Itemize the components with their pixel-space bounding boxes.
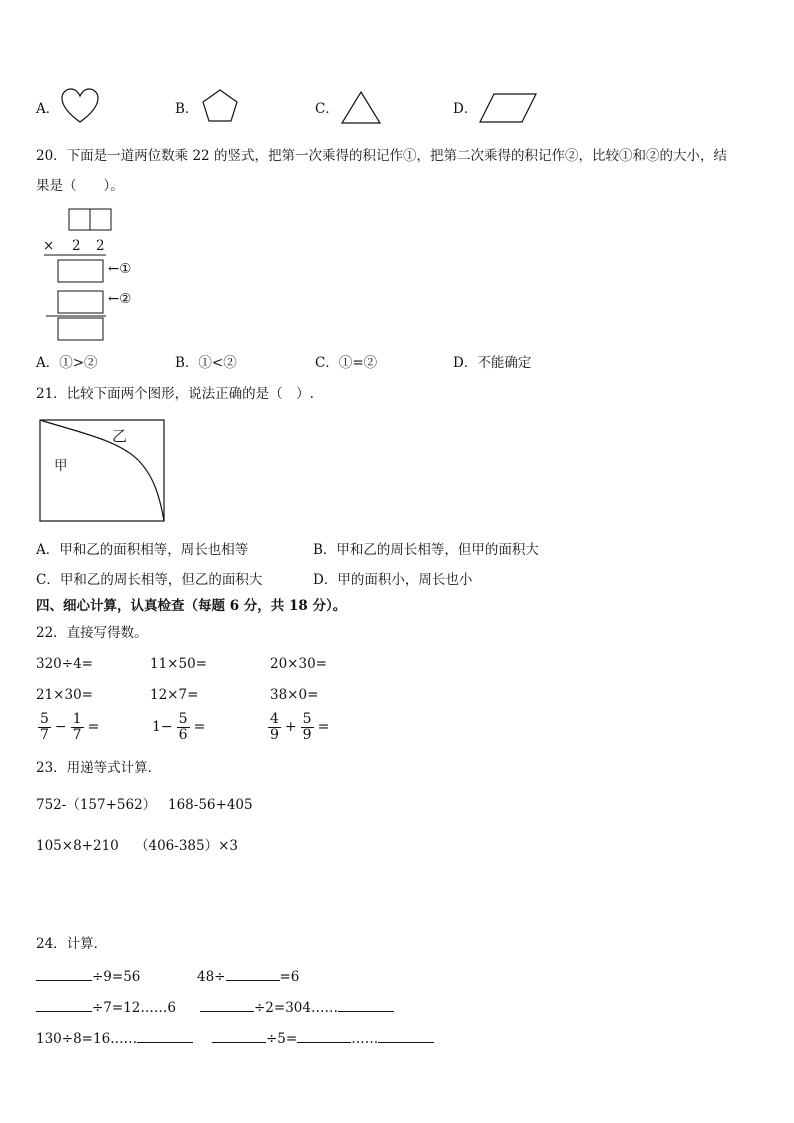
- q19-option-d-label: D．: [453, 101, 478, 117]
- q21-label-jia: 甲: [54, 458, 68, 474]
- fraction: $\frac{5}{9}$: [302, 711, 312, 743]
- answer-blank[interactable]: [212, 1030, 266, 1043]
- q24-line-2a: ÷7=12……6: [36, 999, 176, 1016]
- q20-option-d: D．不能确定: [453, 355, 532, 371]
- q20-text-line2: 果是（ ）。: [36, 178, 124, 194]
- q19-option-c-label: C．: [315, 101, 339, 117]
- q23-expression: 752-（157+562）: [36, 797, 157, 813]
- pentagon-icon: [200, 88, 240, 124]
- q22-item: 20×30=: [270, 656, 327, 672]
- q19-option-b-label: B．: [175, 101, 199, 117]
- q22-item: 21×30=: [36, 687, 93, 703]
- answer-blank[interactable]: [137, 1030, 193, 1043]
- q22-text: 22．直接写得数。: [36, 625, 148, 641]
- q23-expression: 168-56+405: [168, 797, 253, 813]
- q20-option-b: B．①<②: [175, 355, 237, 371]
- q20-arrow-1: ←①: [108, 261, 132, 277]
- q24-line-1a: ÷9=56: [36, 968, 140, 985]
- q24-text: 24．计算．: [36, 936, 108, 952]
- section-4-title: 四、细心计算，认真检查（每题 6 分，共 18 分）。: [36, 598, 347, 614]
- q23-expression: （406-385）×3: [135, 838, 238, 854]
- q23-text: 23．用递等式计算．: [36, 760, 162, 776]
- fraction: $\frac{1}{7}$: [72, 711, 82, 743]
- q21-option-d: D．甲的面积小，周长也小: [313, 572, 473, 588]
- q23-expression: 105×8+210: [36, 838, 119, 854]
- q22-item: 320÷4=: [36, 656, 93, 672]
- q20-diagram-boxes: [36, 205, 176, 345]
- q20-digit-2: 2: [96, 238, 105, 254]
- heart-icon: [60, 88, 100, 124]
- q21-option-a: A．甲和乙的面积相等，周长也相等: [36, 542, 249, 558]
- parallelogram-icon: [478, 92, 540, 124]
- q22-item: 38×0=: [270, 687, 319, 703]
- q22-fraction-expr-2: 1− $\frac{5}{6}$ =: [152, 711, 206, 743]
- q24-line-1b: 48÷ =6: [197, 969, 300, 985]
- fraction: $\frac{5}{7}$: [40, 711, 49, 743]
- answer-blank[interactable]: [200, 999, 254, 1012]
- q21-option-b: B．甲和乙的周长相等，但甲的面积大: [313, 542, 539, 558]
- q24-line-2b: ÷2=304……: [200, 999, 394, 1016]
- q20-times-sign: ×: [43, 238, 55, 254]
- answer-blank[interactable]: [36, 999, 92, 1012]
- fraction: $\frac{5}{6}$: [178, 711, 188, 743]
- q22-item: 12×7=: [150, 687, 199, 703]
- q20-option-a: A．①>②: [36, 355, 98, 371]
- q20-option-c: C．①=②: [315, 355, 378, 371]
- answer-blank[interactable]: [36, 968, 92, 981]
- q20-arrow-2: ←②: [108, 291, 132, 307]
- q24-line-3a: 130÷8=16……: [36, 1030, 193, 1047]
- q21-option-c: C．甲和乙的周长相等，但乙的面积大: [36, 572, 263, 588]
- q20-text-line1: 20．下面是一道两位数乘 22 的竖式，把第一次乘得的积记作①，把第二次乘得的积记作②，比较①和②的大小，结: [36, 148, 727, 164]
- fraction: $\frac{4}{9}$: [270, 711, 279, 743]
- q19-option-a-label: A．: [36, 101, 60, 117]
- answer-blank[interactable]: [378, 1030, 434, 1043]
- answer-blank[interactable]: [297, 1030, 351, 1043]
- q21-text: 21．比较下面两个图形，说法正确的是（ ）.: [36, 386, 314, 402]
- q22-item: 11×50=: [150, 656, 207, 672]
- q24-line-3b: ÷5= ……: [212, 1030, 434, 1047]
- triangle-icon: [340, 90, 382, 126]
- q22-fraction-expr-1: $\frac{5}{7}$ − $\frac{1}{7}$ =: [40, 711, 100, 743]
- q20-digit-1: 2: [72, 238, 81, 254]
- q21-label-yi: 乙: [112, 427, 128, 445]
- answer-blank[interactable]: [338, 999, 394, 1012]
- q22-fraction-expr-3: $\frac{4}{9}$ + $\frac{5}{9}$ =: [270, 711, 330, 743]
- answer-blank[interactable]: [226, 968, 280, 981]
